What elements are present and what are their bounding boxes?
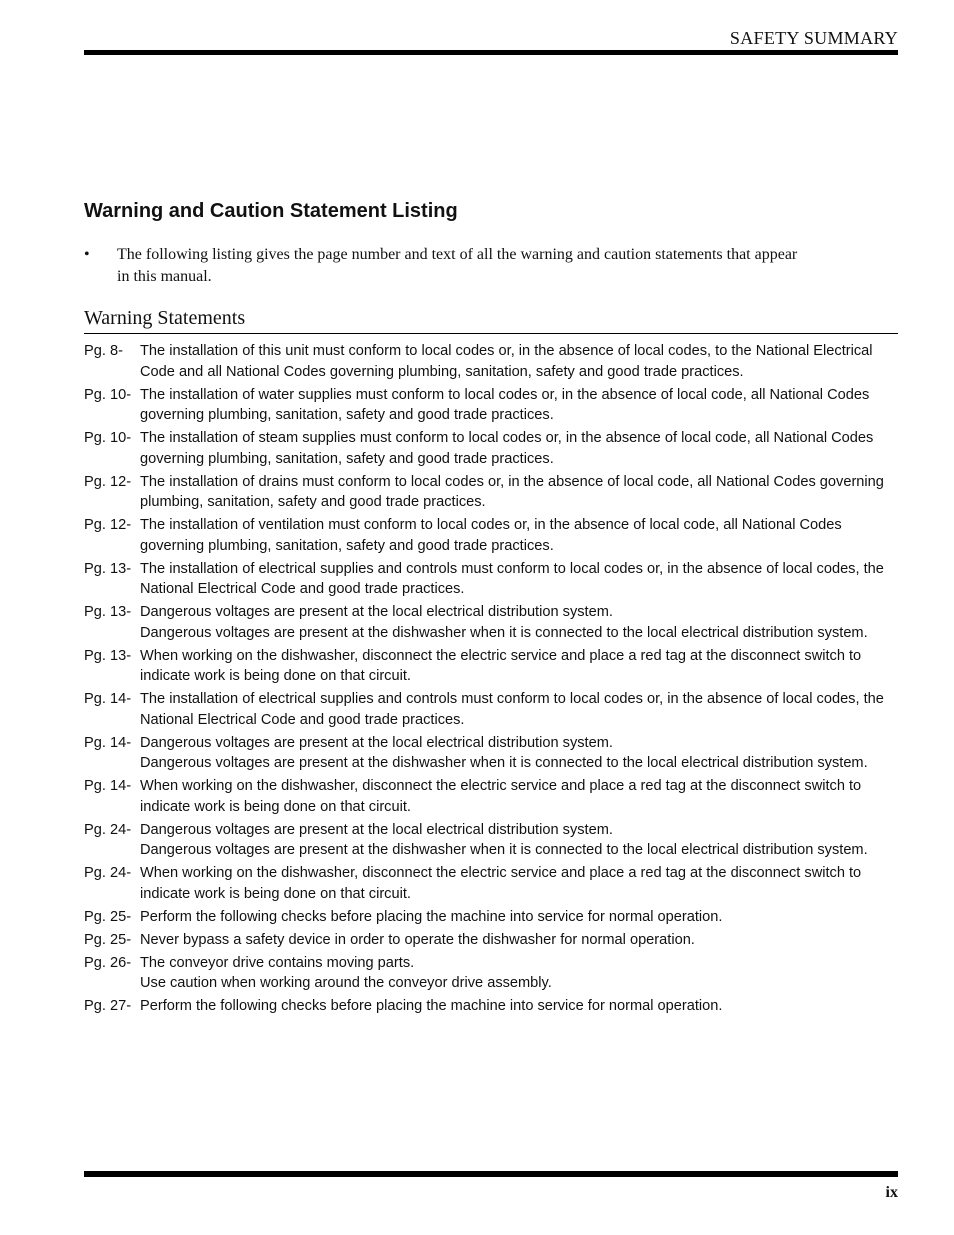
warning-text: The installation of electrical supplies and controls must conform to local codes or, in the absence of local codes, the National Electrical Code and good trade practices. xyxy=(140,691,884,728)
warning-text-block xyxy=(140,689,898,730)
warning-page-ref: Pg. 24- xyxy=(84,821,132,838)
warning-page-ref: Pg. 14- xyxy=(84,734,132,751)
warning-text: Use caution when working around the conveyor drive assembly. xyxy=(140,975,552,991)
warning-statement-list xyxy=(84,341,898,1019)
warning-text-block xyxy=(140,602,898,643)
warning-entry xyxy=(84,689,898,730)
warning-text-block xyxy=(140,863,898,904)
warning-text-block xyxy=(140,515,898,556)
warning-entry xyxy=(84,428,898,469)
warning-text-block xyxy=(140,472,898,513)
warning-page-ref: Pg. 12- xyxy=(84,473,132,490)
warning-page-ref: Pg. 14- xyxy=(84,778,132,794)
page-number: ix xyxy=(885,1184,898,1201)
warning-text: Dangerous voltages are present at the local electrical distribution system. xyxy=(140,821,613,838)
warning-entry xyxy=(84,930,898,951)
bullet-symbol: • xyxy=(84,246,90,263)
intro-bullet xyxy=(84,244,804,288)
warning-text-block xyxy=(140,559,898,600)
warning-page-ref: Pg. 25- xyxy=(84,908,132,925)
warning-page-ref: Pg. 14- xyxy=(84,691,132,707)
warning-text: The installation of ventilation must conform to local codes or, in the absence of local code, all National Codes governing plumbing, sanitation, safety and good trade practices. xyxy=(140,517,842,554)
warning-text: Dangerous voltages are present at the dishwasher when it is connected to the local electrical distribution system. xyxy=(140,842,868,858)
warning-text: The conveyor drive contains moving parts. xyxy=(140,954,415,971)
warning-page-ref: Pg. 24- xyxy=(84,865,132,881)
warning-entry xyxy=(84,996,898,1017)
warning-text: The installation of this unit must conform to local codes or, in the absence of local codes, to the National Electrical Code and all National Codes governing plumbing, sanitation, safety and good trade practices. xyxy=(140,343,873,380)
warning-entry xyxy=(84,733,898,774)
warning-page-ref: Pg. 13- xyxy=(84,604,132,620)
header-rule xyxy=(84,50,898,55)
warning-text: Never bypass a safety device in order to operate the dishwasher for normal operation. xyxy=(140,931,695,948)
warning-text-block xyxy=(140,341,898,382)
warning-text-block xyxy=(140,385,898,426)
warning-statements-heading: Warning Statements xyxy=(84,306,898,334)
warning-page-ref: Pg. 27- xyxy=(84,998,132,1014)
warning-text-block xyxy=(140,907,898,928)
warning-text: Dangerous voltages are present at the dishwasher when it is connected to the local electrical distribution system. xyxy=(140,624,868,641)
warning-text: Perform the following checks before placing the machine into service for normal operation. xyxy=(140,998,723,1014)
warning-entry xyxy=(84,385,898,426)
warning-page-ref: Pg. 8- xyxy=(84,343,123,359)
warning-entry xyxy=(84,907,898,928)
running-header-title: SAFETY SUMMARY xyxy=(729,28,898,48)
warning-text: Dangerous voltages are present at the local electrical distribution system. xyxy=(140,734,613,751)
warning-text: The installation of electrical supplies and controls must conform to local codes or, in the absence of local codes, the National Electrical Code and good trade practices. xyxy=(140,560,884,597)
warning-page-ref: Pg. 10- xyxy=(84,430,132,446)
warning-entry xyxy=(84,820,898,861)
warning-text: Dangerous voltages are present at the local electrical distribution system. xyxy=(140,604,613,620)
warning-entry xyxy=(84,602,898,643)
warning-text-block xyxy=(140,953,898,994)
warning-page-ref: Pg. 25- xyxy=(84,931,132,948)
warning-text-block xyxy=(140,646,898,687)
warning-page-ref: Pg. 10- xyxy=(84,386,132,403)
footer-rule xyxy=(84,1171,898,1177)
warning-entry xyxy=(84,559,898,600)
warning-page-ref: Pg. 12- xyxy=(84,517,132,533)
warning-text: The installation of drains must conform to local codes or, in the absence of local code, all National Codes governing plumbing, sanitation, safety and good trade practices. xyxy=(140,473,884,510)
warning-text: The installation of steam supplies must conform to local codes or, in the absence of local code, all National Codes governing plumbing, sanitation, safety and good trade practices. xyxy=(140,430,874,467)
warning-text: Dangerous voltages are present at the dishwasher when it is connected to the local electrical distribution system. xyxy=(140,755,868,771)
warning-text: When working on the dishwasher, disconnect the electric service and place a red tag at the disconnect switch to indicate work is being done on that circuit. xyxy=(140,778,862,815)
warning-entry xyxy=(84,472,898,513)
section-heading: Warning and Caution Statement Listing xyxy=(84,200,458,222)
warning-page-ref: Pg. 13- xyxy=(84,560,132,577)
warning-text-block xyxy=(140,776,898,817)
warning-page-ref: Pg. 13- xyxy=(84,647,132,664)
warning-text: When working on the dishwasher, disconnect the electric service and place a red tag at the disconnect switch to indicate work is being done on that circuit. xyxy=(140,865,862,902)
warning-text-block xyxy=(140,996,898,1017)
warning-text-block xyxy=(140,930,898,951)
warning-entry xyxy=(84,646,898,687)
warning-page-ref: Pg. 26- xyxy=(84,954,132,971)
warning-entry xyxy=(84,776,898,817)
warning-entry xyxy=(84,341,898,382)
warning-text: Perform the following checks before placing the machine into service for normal operation. xyxy=(140,908,723,925)
warning-entry xyxy=(84,863,898,904)
warning-text: When working on the dishwasher, disconnect the electric service and place a red tag at the disconnect switch to indicate work is being done on that circuit. xyxy=(140,647,862,684)
warning-entry xyxy=(84,953,898,994)
warning-text-block xyxy=(140,733,898,774)
warning-text-block xyxy=(140,820,898,861)
warning-text: The installation of water supplies must conform to local codes or, in the absence of local code, all National Codes governing plumbing, sanitation, safety and good trade practices. xyxy=(140,386,870,423)
warning-text-block xyxy=(140,428,898,469)
warning-entry xyxy=(84,515,898,556)
intro-bullet-text: The following listing gives the page number and text of all the warning and caution statements that appear in this manual. xyxy=(117,246,798,285)
